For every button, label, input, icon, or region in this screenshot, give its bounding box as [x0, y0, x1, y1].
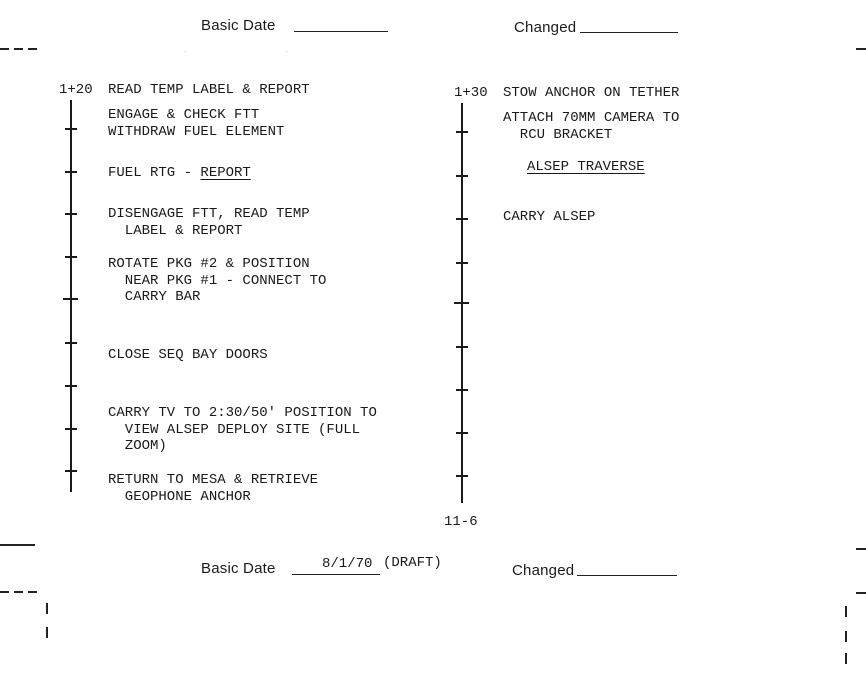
left-step-7: CARRY TV TO 2:30/50' POSITION TO VIEW ALSEP DEPLOY SITE (FULL ZOOM) [108, 405, 377, 454]
left-timeline-tick [63, 298, 78, 300]
header-changed-label: Changed [514, 19, 577, 36]
footer-changed-rule [577, 575, 677, 576]
footer-basic-date-rule [292, 574, 380, 575]
right-timeline-tick [456, 346, 468, 348]
right-step-1: STOW ANCHOR ON TETHER [503, 85, 680, 101]
right-timeline-tick [456, 131, 468, 133]
margin-dash [856, 592, 866, 594]
margin-vertical-dash [845, 653, 847, 664]
left-step-3-text: FUEL RTG - [108, 165, 201, 181]
header-changed-rule [580, 32, 678, 33]
footer-basic-date-label: Basic Date [201, 560, 276, 577]
margin-dash [0, 48, 9, 50]
right-section-heading: ALSEP TRAVERSE [527, 159, 645, 175]
left-step-3 [108, 165, 251, 182]
footer-draft-note: (DRAFT) [383, 555, 442, 571]
right-step-2: ATTACH 70MM CAMERA TO RCU BRACKET [503, 110, 680, 143]
left-step-1: READ TEMP LABEL & REPORT [108, 82, 310, 98]
left-timeline-tick [65, 470, 77, 472]
left-step-6: CLOSE SEQ BAY DOORS [108, 347, 268, 363]
right-timeline-tick [456, 218, 468, 220]
left-step-5: ROTATE PKG #2 & POSITION NEAR PKG #1 - CONNECT TO CARRY BAR [108, 256, 327, 305]
margin-dash [14, 591, 23, 593]
footer-basic-date-value: 8/1/70 [322, 556, 373, 572]
left-step-2: ENGAGE & CHECK FTT WITHDRAW FUEL ELEMENT [108, 107, 285, 140]
right-step-3: CARRY ALSEP [503, 209, 596, 225]
margin-vertical-dash [845, 631, 847, 642]
left-timeline-tick [65, 256, 77, 258]
margin-vertical-dash [46, 603, 48, 614]
margin-dash [0, 544, 35, 546]
margin-dash [28, 48, 37, 50]
margin-dash [0, 591, 9, 593]
header-basic-date-label: Basic Date [201, 17, 276, 34]
left-step-4: DISENGAGE FTT, READ TEMP LABEL & REPORT [108, 206, 310, 239]
left-timeline-axis [70, 100, 72, 492]
left-timeline-tick [65, 428, 77, 430]
right-start-time: 1+30 [454, 85, 488, 101]
left-step-3-emphasis: REPORT [200, 165, 251, 181]
right-timeline-tick [454, 302, 469, 304]
left-timeline-tick [65, 342, 77, 344]
margin-dash [856, 48, 866, 50]
right-timeline-tick [456, 389, 468, 391]
footer-changed-label: Changed [512, 562, 575, 579]
left-timeline-tick [65, 385, 77, 387]
left-timeline-tick [65, 213, 77, 215]
right-timeline-tick [456, 475, 468, 477]
right-timeline-tick [456, 262, 468, 264]
header-basic-date-rule [294, 31, 388, 32]
margin-dash [28, 591, 37, 593]
margin-vertical-dash [46, 627, 48, 638]
margin-vertical-dash [845, 606, 847, 617]
right-timeline-tick [456, 432, 468, 434]
margin-dash [14, 48, 23, 50]
left-timeline-tick [65, 171, 77, 173]
left-step-8: RETURN TO MESA & RETRIEVE GEOPHONE ANCHOR [108, 472, 319, 505]
margin-dash [856, 548, 866, 550]
right-timeline-tick [456, 175, 468, 177]
bleed-through-text: · · [80, 44, 291, 59]
left-start-time: 1+20 [59, 82, 93, 98]
left-timeline-tick [65, 128, 77, 130]
page-number: 11-6 [444, 514, 478, 530]
